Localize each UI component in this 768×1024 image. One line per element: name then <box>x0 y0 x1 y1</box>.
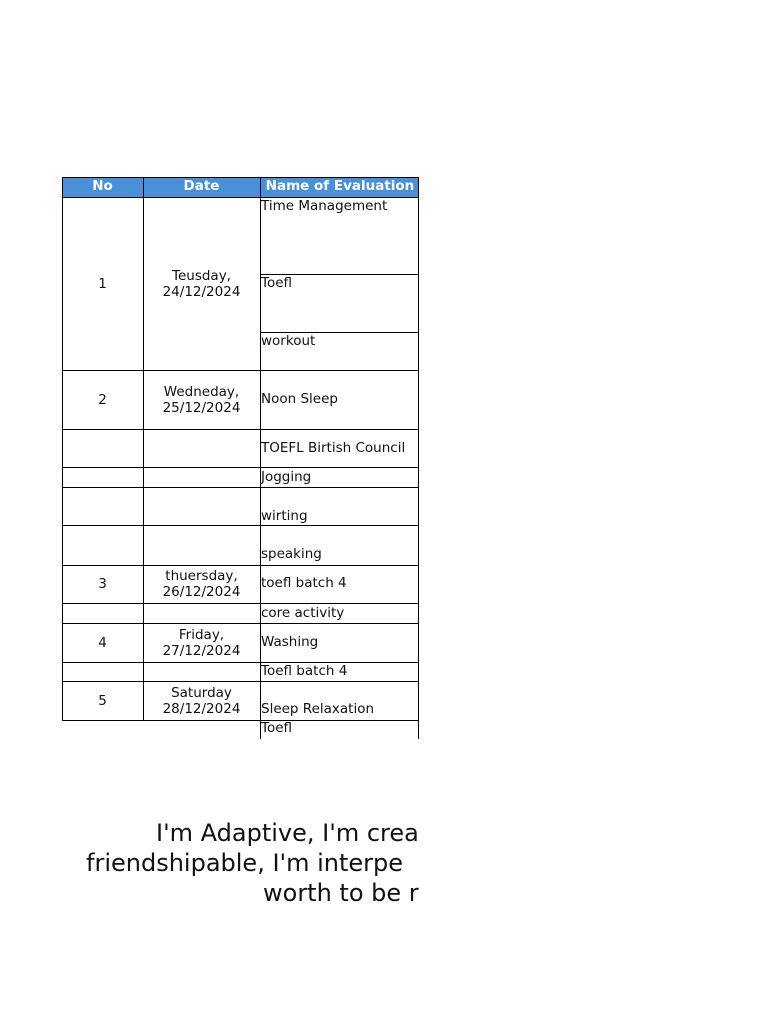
date-value: 27/12/2024 <box>162 642 241 659</box>
cell-evaluation: wirting <box>261 508 308 524</box>
cell-no: 4 <box>98 634 107 651</box>
date-day: Friday, <box>178 626 225 643</box>
cell-evaluation: Washing <box>261 634 319 650</box>
cell-evaluation: Toefl <box>261 720 293 736</box>
cell-evaluation: toefl batch 4 <box>261 575 347 591</box>
cell-evaluation: Noon Sleep <box>261 391 338 407</box>
date-value: 26/12/2024 <box>162 584 241 600</box>
quote-line-3: worth to be r <box>263 879 419 907</box>
cell-no: 2 <box>98 391 107 408</box>
date-value: 25/12/2024 <box>162 399 241 416</box>
row-divider <box>62 429 419 430</box>
row-divider <box>62 720 419 721</box>
cell-date <box>143 197 260 370</box>
row-divider <box>62 603 419 604</box>
cell-date <box>143 623 260 662</box>
quote-line-1: I'm Adaptive, I'm crea <box>156 819 419 847</box>
row-divider <box>62 525 419 526</box>
cell-date <box>143 370 260 429</box>
cell-evaluation: workout <box>261 333 316 349</box>
cell-evaluation: Toefl batch 4 <box>261 663 348 679</box>
row-divider <box>62 662 419 663</box>
header-date: Date <box>143 177 260 197</box>
cell-date <box>143 681 260 720</box>
row-divider <box>62 487 419 488</box>
cell-evaluation: speaking <box>261 546 322 562</box>
table-border-top <box>62 177 419 178</box>
cell-no: 1 <box>98 275 107 292</box>
cell-no: 3 <box>98 576 107 592</box>
cell-evaluation: Toefl <box>261 275 293 291</box>
table-border-right <box>418 177 419 739</box>
date-value: 28/12/2024 <box>162 700 241 717</box>
date-day: thuersday, <box>165 568 238 584</box>
header-name-of-evaluation: Name of Evaluation <box>260 177 419 197</box>
date-value: 24/12/2024 <box>162 283 241 300</box>
date-day: Teusday, <box>172 267 231 284</box>
row-divider <box>62 467 419 468</box>
quote-line-2: friendshipable, I'm interpe <box>86 849 404 877</box>
header-no: No <box>62 177 143 197</box>
cell-evaluation: Jogging <box>261 469 312 485</box>
cell-date <box>143 565 260 603</box>
date-day: Saturday <box>171 684 232 701</box>
cell-evaluation: Sleep Relaxation <box>261 701 375 717</box>
cell-evaluation: Time Management <box>261 198 388 214</box>
cell-no: 5 <box>98 692 107 709</box>
cell-evaluation: core activity <box>261 605 345 621</box>
cell-evaluation: TOEFL Birtish Council <box>261 440 406 456</box>
date-day: Wedneday, <box>163 383 240 400</box>
column-divider <box>260 177 261 739</box>
